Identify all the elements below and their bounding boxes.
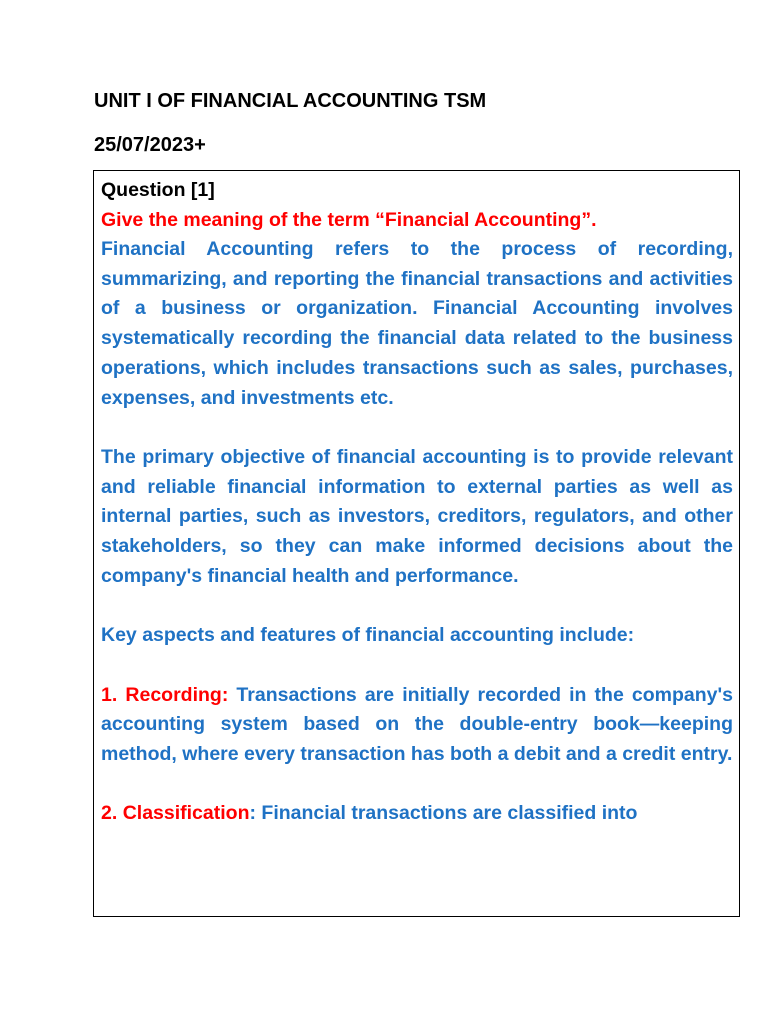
list-item-label: Classification — [122, 802, 250, 825]
list-item-text: Transactions are initially recorded in the company's accounting system based on the double-entry book—keeping method, where every transaction has both a debit and a credit entry. — [101, 683, 734, 765]
paragraph-spacer — [101, 591, 733, 621]
question-prompt: Give the meaning of the term “Financial Accounting”. — [101, 209, 597, 231]
question-answer-box — [93, 170, 740, 917]
list-item-number: 1. — [101, 683, 118, 706]
list-item-number: 2. — [101, 802, 118, 825]
list-item-classification — [101, 799, 733, 829]
paragraph-spacer — [101, 770, 733, 800]
document-date: 25/07/2023+ — [94, 134, 206, 156]
answer-paragraph-key-aspects: Key aspects and features of financial accounting include: — [101, 624, 635, 647]
paragraph-spacer — [101, 651, 733, 681]
paragraph-spacer — [101, 413, 733, 443]
list-item-label: Recording: — [125, 683, 229, 706]
list-item-recording — [101, 681, 733, 770]
list-item-text: Financial transactions are classified into — [255, 802, 638, 825]
document-title: UNIT I OF FINANCIAL ACCOUNTING TSM — [94, 90, 487, 112]
question-heading: Question [1] — [101, 179, 215, 201]
list-item-separator: : — [249, 802, 256, 825]
answer-paragraph-definition: Financial Accounting refers to the process of recording, summarizing, and reporting the financial transactions and activities of a business or organization. Financial Accounting involves systematically recording the financial data related to the business operations, which includes transactions such as sales, purchases, expenses, and investments etc. — [101, 238, 733, 409]
answer-paragraph-objective: The primary objective of financial accounting is to provide relevant and reliable financial information to external parties as well as internal parties, such as investors, creditors, regulators, and other stakeholders, so they can make informed decisions about the company's financial health and performance. — [101, 445, 733, 587]
